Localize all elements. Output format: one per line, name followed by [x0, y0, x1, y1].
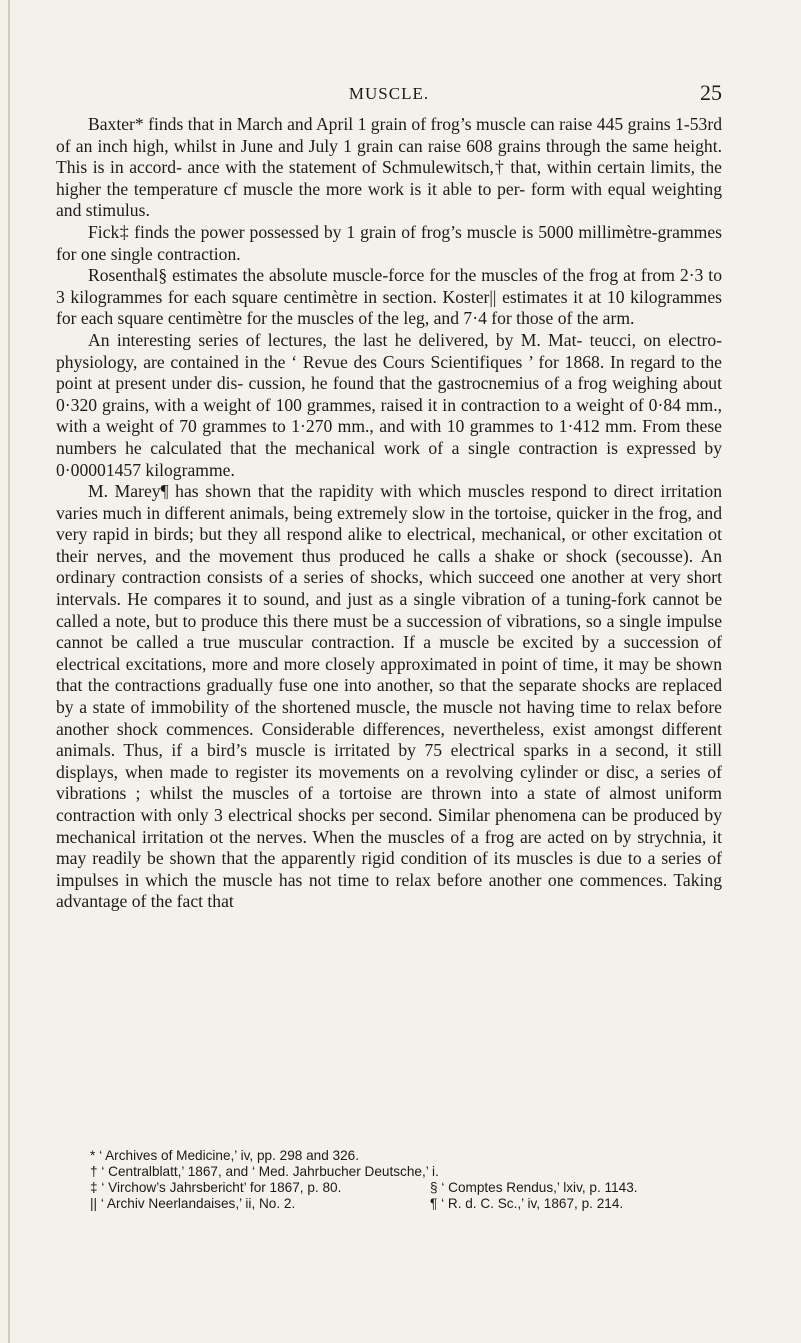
footnote-row [90, 1180, 722, 1196]
footnote: § ‘ Comptes Rendus,’ lxiv, p. 1143. [430, 1180, 638, 1195]
paragraph-fick: Fick‡ finds the power possessed by 1 grain of frog’s muscle is 5000 millimètre-grammes for one single contraction. [56, 221, 722, 264]
footnotes [90, 1148, 722, 1212]
footnote: ‡ ‘ Virchow’s Jahrsbericht’ for 1867, p. 80. [90, 1180, 342, 1195]
paragraph-baxter: Baxter* finds that in March and April 1 grain of frog’s muscle can raise 445 grains 1-53rd of an inch high, whilst in June and July 1 grain can raise 608 grains through the same height. This is in accord- ance with the statement of Schmulewitsch,† that, within certain limits, the higher the temperature cf muscle the more work is it able to per- form with equal weighting and stimulus. [56, 114, 722, 221]
footnote: || ‘ Archiv Neerlandaises,’ ii, No. 2. [90, 1196, 296, 1211]
paragraph-marey: M. Marey¶ has shown that the rapidity with which muscles respond to direct irritation varies much in different animals, being extremely slow in the tortoise, quicker in the frog, and very rapid in birds; but they all respond alike to electrical, mechanical, or other excitation ot their nerves, and the movement thus produced he calls a shake or shock (secousse). An ordinary contraction consists of a series of shocks, which succeed one another at very short intervals. He compares it to sound, and just as a single vibration of a tuning-fork cannot be called a note, but to produce this there must be a succession of vibrations, so a single impulse cannot be called a true muscular contraction. If a muscle be excited by a succession of electrical excitations, more and more closely approximated in point of time, it may be shown that the contractions gradually fuse one into another, so that the separate shocks are replaced by a state of immobility of the shortened muscle, the muscle not having time to relax before another shock commences. Considerable differences, nevertheless, exist amongst different animals. Thus, if a bird’s muscle is irritated by 75 electrical sparks in a second, it still displays, when made to register its movements on a revolving cylinder or disc, a series of vibrations ; whilst the muscles of a tortoise are thrown into a state of almost uniform contraction with only 3 electrical shocks per second. Similar phenomena can be produced by mechanical irritation ot the nerves. When the muscles of a frog are acted on by strychnia, it may readily be shown that the apparently rigid condition of its muscles is due to a series of impulses in which the muscle has not time to relax before another one commences. Taking advantage of the fact that [56, 481, 722, 912]
running-head: MUSCLE. [348, 84, 430, 103]
body-text [56, 114, 722, 913]
footnote-row [90, 1196, 722, 1212]
page-number: 25 [700, 80, 722, 105]
page-edge [8, 0, 10, 1343]
page-header [56, 80, 722, 106]
footnote: ¶ ‘ R. d. C. Sc.,’ iv, 1867, p. 214. [430, 1196, 624, 1211]
paragraph-rosenthal: Rosenthal§ estimates the absolute muscle-force for the muscles of the frog at from 2·3 to 3 kilogrammes for each square centimètre in section. Koster|| estimates it at 10 kilogrammes for each square centimètre for the muscles of the leg, and 7·4 for those of the arm. [56, 265, 722, 329]
footnote: † ‘ Centralblatt,’ 1867, and ‘ Med. Jahrbucher Deutsche,’ i. [90, 1164, 439, 1179]
paragraph-matteucci: An interesting series of lectures, the last he delivered, by M. Mat- teucci, on electro-physiology, are contained in the ‘ Revue des Cours Scientifiques ’ for 1868. In regard to the point at present under dis- cussion, he found that the gastrocnemius of a frog weighing about 0·320 grains, with a weight of 100 grammes, raised it in contraction to a weight of 0·84 mm., with a weight of 70 grammes to 1·270 mm., and with 10 grammes to 1·412 mm. From these numbers he calculated that the mechanical work of a single contraction is expressed by 0·00001457 kilogramme. [56, 329, 722, 480]
footnote: * ‘ Archives of Medicine,’ iv, pp. 298 and 326. [90, 1148, 360, 1163]
